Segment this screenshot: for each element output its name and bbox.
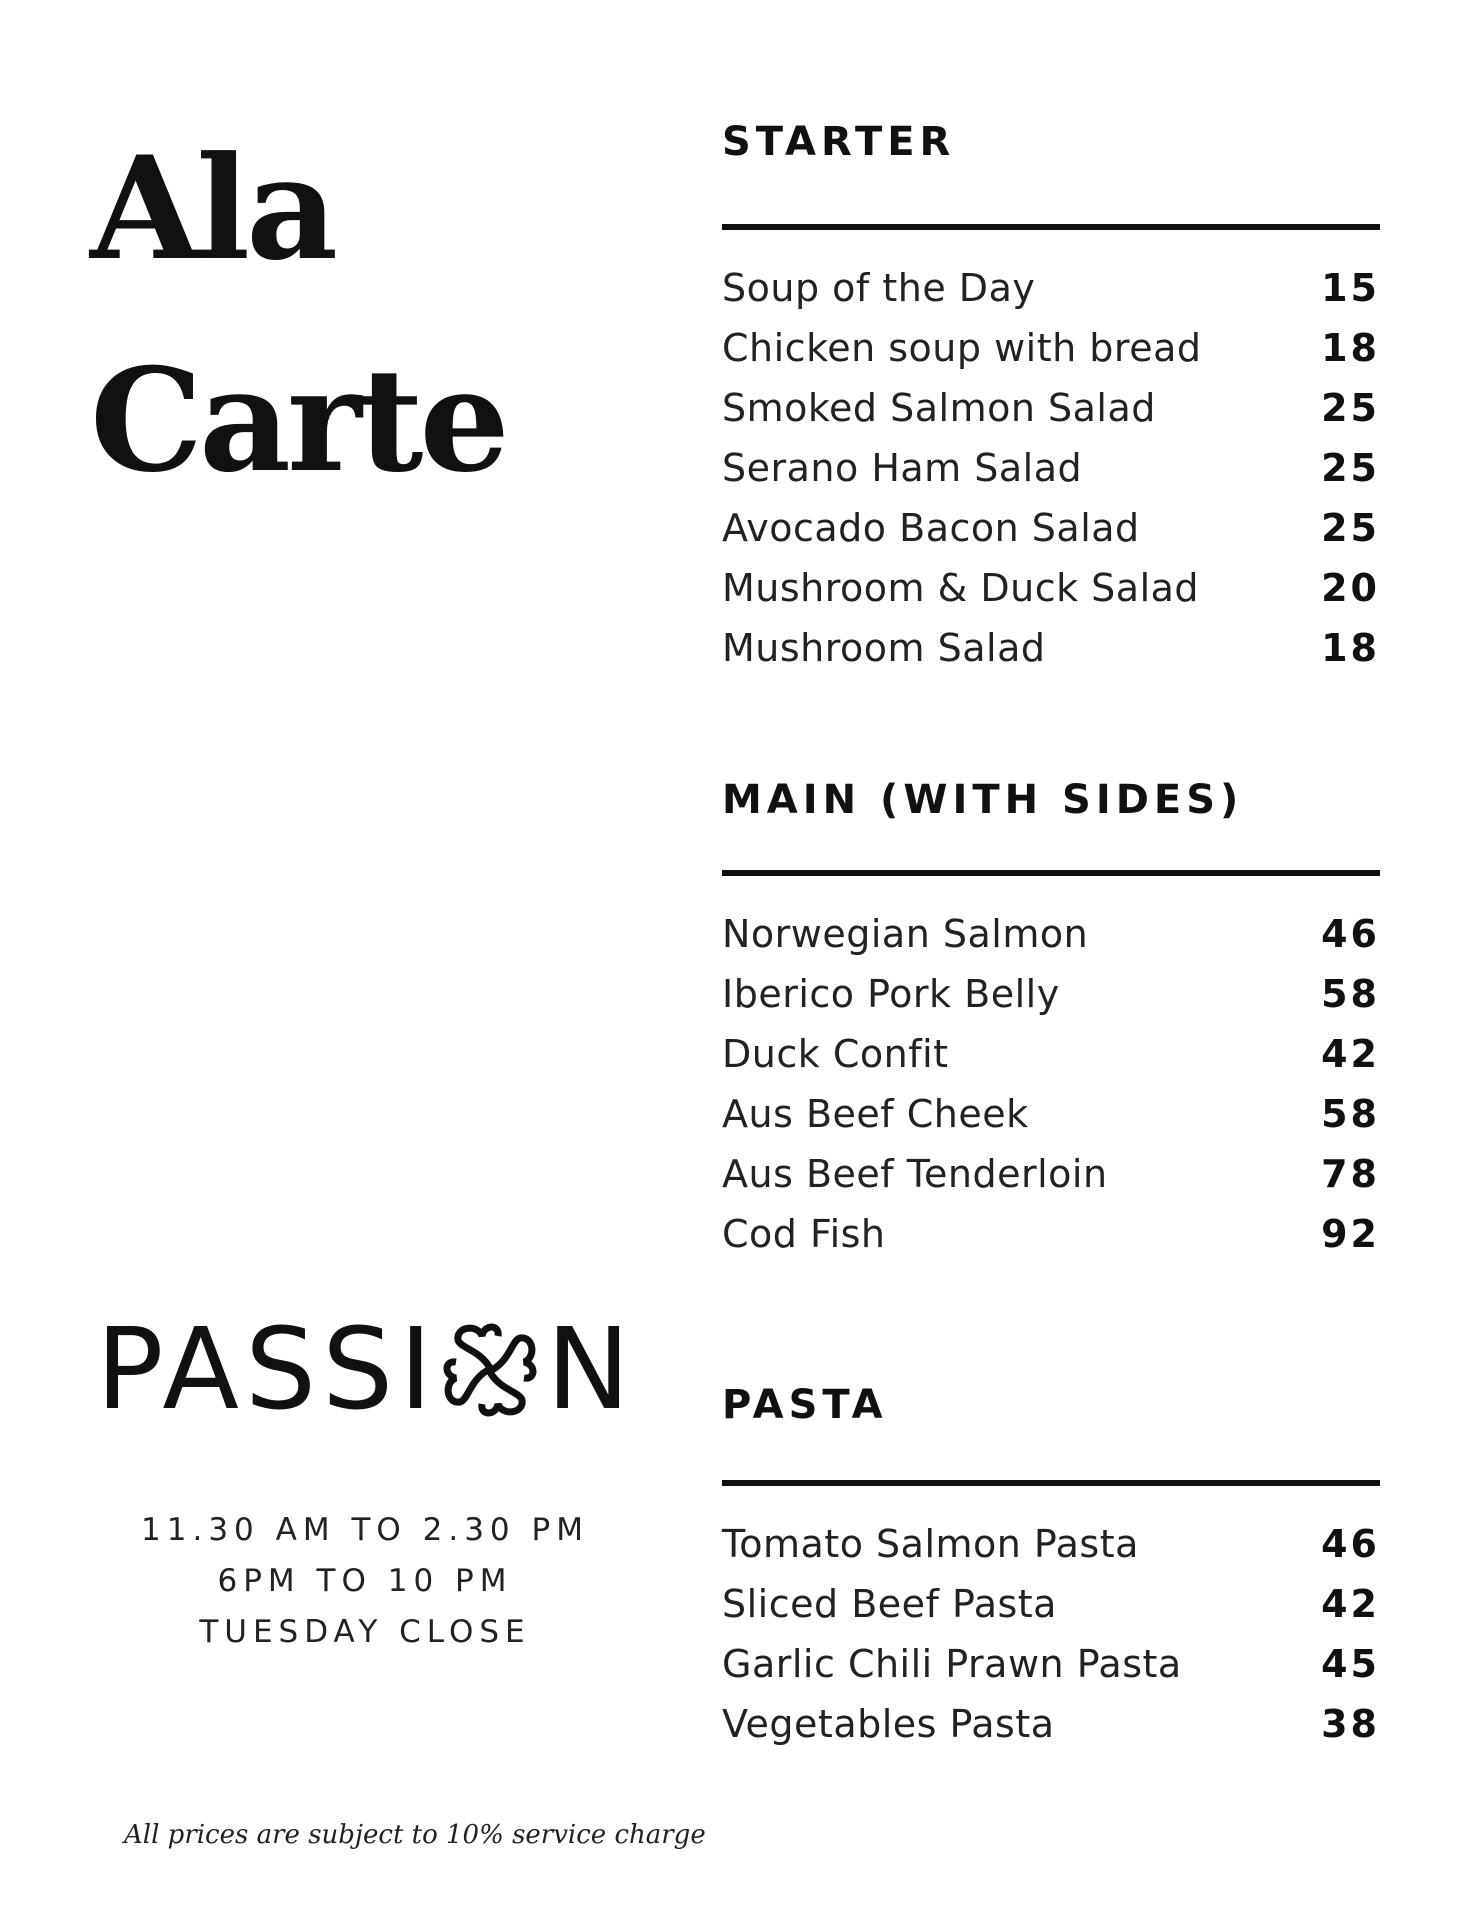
section-title: STARTER [722,119,956,165]
brand-logo-text-start: PASSI [96,1305,439,1435]
menu-item [722,258,1380,318]
menu-item-price: 92 [1321,1212,1380,1256]
menu-item [722,618,1380,678]
menu-item-name: Chicken soup with bread [722,326,1202,370]
section-divider [722,1480,1380,1486]
menu-item-name: Soup of the Day [722,266,1036,310]
menu-item-name: Mushroom Salad [722,626,1046,670]
brand-logo [96,1305,636,1435]
menu-item-price: 42 [1321,1032,1380,1076]
menu-item-price: 15 [1321,266,1380,310]
section-starter [722,119,1380,678]
hours-line-closed: TUESDAY CLOSE [199,1614,531,1650]
menu-item-name: Avocado Bacon Salad [722,506,1140,550]
service-charge-note: All prices are subject to 10% service charge [124,1820,706,1850]
menu-item-list [722,904,1380,1264]
menu-item-name: Serano Ham Salad [722,446,1083,490]
menu-item-name: Iberico Pork Belly [722,972,1060,1016]
menu-item [722,438,1380,498]
menu-item-price: 45 [1321,1642,1380,1686]
menu-item-price: 58 [1321,1092,1380,1136]
menu-item [722,904,1380,964]
menu-item [722,1514,1380,1574]
menu-item-name: Aus Beef Cheek [722,1092,1029,1136]
hours-line-lunch: 11.30 AM TO 2.30 PM [141,1512,589,1548]
menu-item-price: 42 [1321,1582,1380,1626]
four-leaf-flower-icon [440,1320,540,1420]
menu-item-price: 46 [1321,1522,1380,1566]
menu-item [722,1694,1380,1754]
menu-item-price: 18 [1321,326,1380,370]
menu-title-line-2: Carte [90,338,506,504]
menu-item [722,1574,1380,1634]
menu-item [722,1634,1380,1694]
menu-item-name: Aus Beef Tenderloin [722,1152,1108,1196]
menu-item-price: 25 [1321,446,1380,490]
menu-item-name: Tomato Salmon Pasta [722,1522,1139,1566]
menu-item [722,1024,1380,1084]
menu-item-name: Sliced Beef Pasta [722,1582,1057,1626]
menu-item [722,1204,1380,1264]
menu-item-name: Norwegian Salmon [722,912,1089,956]
section-divider [722,224,1380,230]
menu-item-name: Cod Fish [722,1212,886,1256]
hours-line-dinner: 6PM TO 10 PM [217,1563,513,1599]
menu-item-price: 38 [1321,1702,1380,1746]
section-title: MAIN (WITH SIDES) [722,777,1244,823]
menu-item [722,558,1380,618]
menu-item-price: 25 [1321,506,1380,550]
menu-item-price: 25 [1321,386,1380,430]
menu-item-price: 20 [1321,566,1380,610]
menu-item-price: 78 [1321,1152,1380,1196]
menu-title-line-1: Ala [90,126,335,292]
opening-hours [90,1505,640,1658]
section-title: PASTA [722,1382,888,1428]
menu-item-list [722,1514,1380,1754]
section-main [722,777,1380,1264]
menu-item-price: 58 [1321,972,1380,1016]
menu-item [722,378,1380,438]
section-divider [722,870,1380,876]
menu-item-price: 18 [1321,626,1380,670]
menu-item-price: 46 [1321,912,1380,956]
menu-item [722,1084,1380,1144]
menu-item [722,964,1380,1024]
menu-item-name: Garlic Chili Prawn Pasta [722,1642,1182,1686]
section-pasta [722,1382,1380,1754]
menu-item-list [722,258,1380,678]
menu-item [722,498,1380,558]
menu-item [722,1144,1380,1204]
menu-item [722,318,1380,378]
menu-item-name: Vegetables Pasta [722,1702,1055,1746]
menu-item-name: Mushroom & Duck Salad [722,566,1200,610]
menu-item-name: Smoked Salmon Salad [722,386,1156,430]
brand-logo-text-end: N [546,1305,636,1435]
menu-item-name: Duck Confit [722,1032,949,1076]
